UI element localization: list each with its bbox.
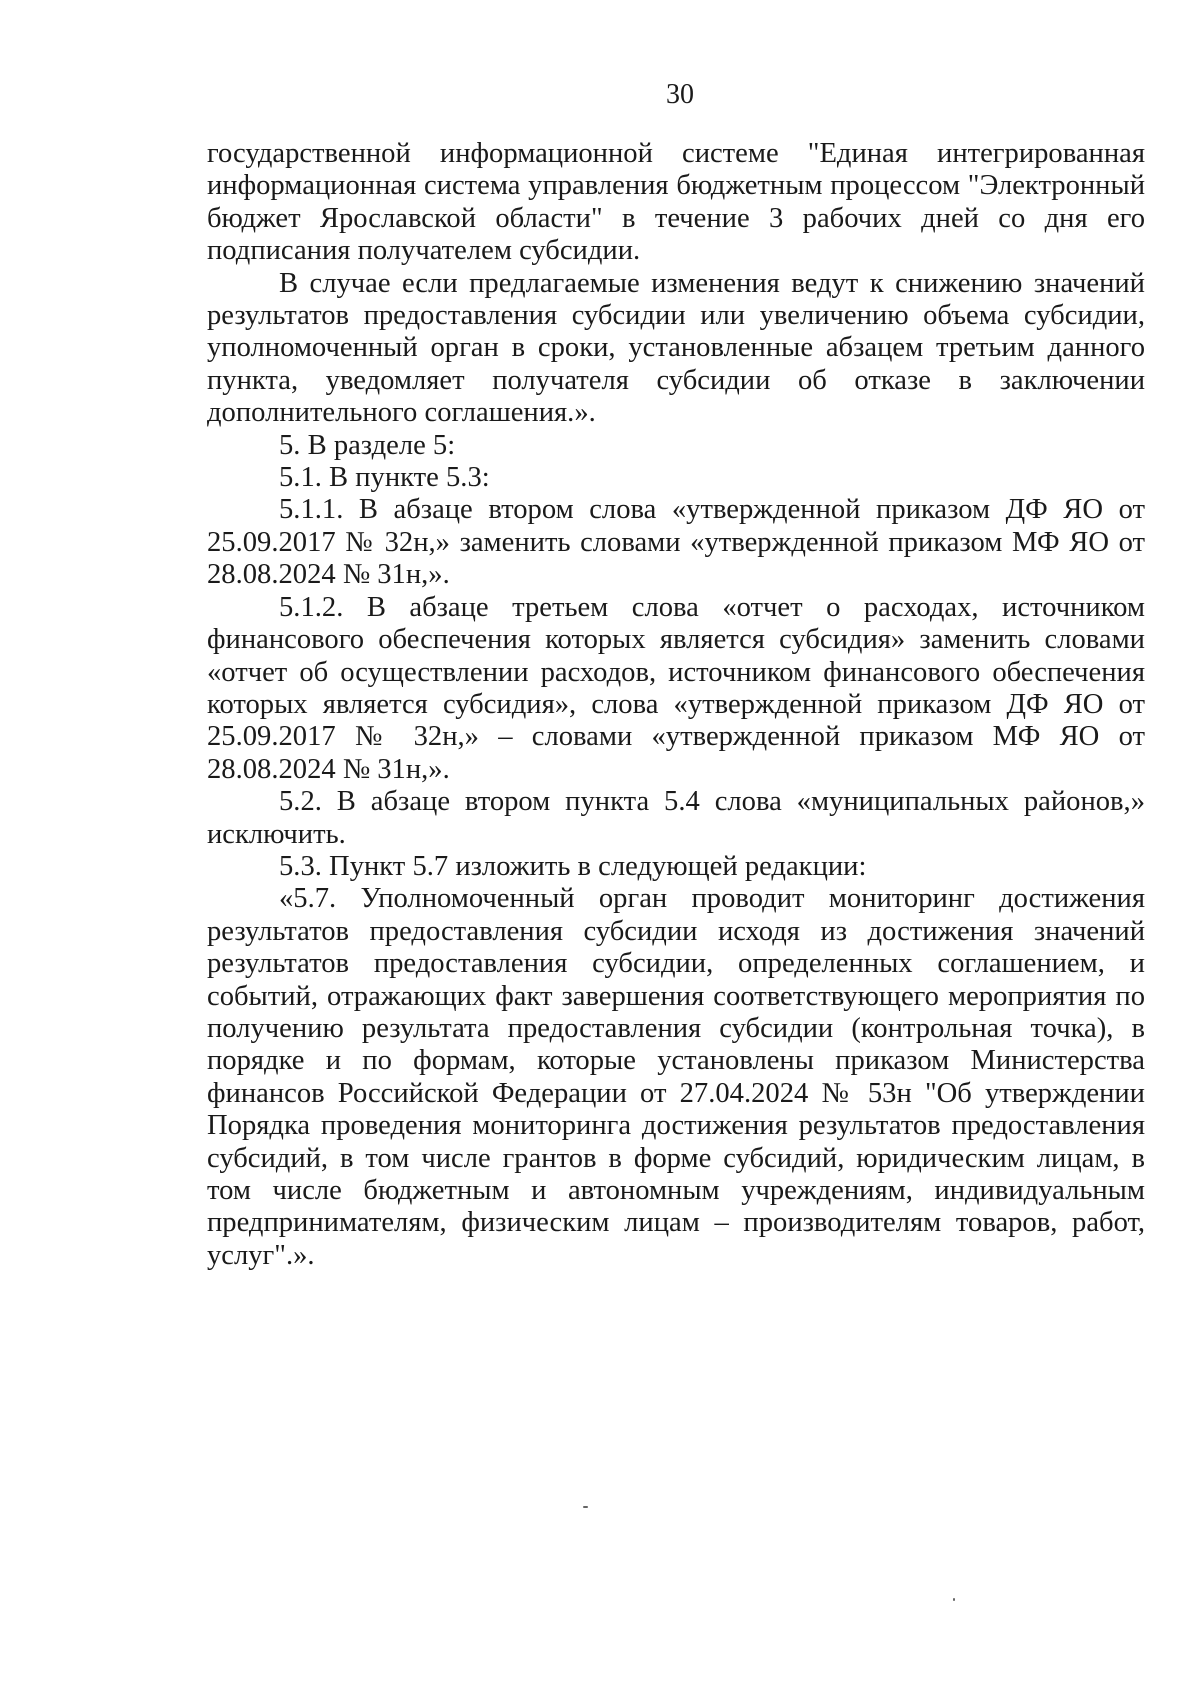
paragraph-item-5-1-2: 5.1.2. В абзаце третьем слова «отчет о расходах, источником финансового обеспечения которых является субсидия» заменить словами «отчет об осуществлении расходов, источником финансового обеспечения которых является субсидия», слова «утвержденной приказом ДФ ЯО от 25.09.2017 № 32н,» – словами «утвержденной приказом МФ ЯО от 28.08.2024 № 31н,». (207, 591, 1145, 785)
document-body (207, 138, 1145, 1272)
paragraph-item-5-7: «5.7. Уполномоченный орган проводит мониторинг достижения результатов предоставления субсидии исходя из достижения значений результатов предоставления субсидии, определенных соглашением, и событий, отражающих факт завершения соответствующего мероприятия по получению результата предоставления субсидии (контрольная точка), в порядке и по формам, которые установлены приказом Министерства финансов Российской Федерации от 27.04.2024 № 53н "Об утверждении Порядка проведения мониторинга достижения результатов предоставления субсидий, в том числе грантов в форме субсидий, юридическим лицам, в том числе бюджетным и автономным учреждениям, индивидуальным предпринимателям, физическим лицам – производителям товаров, работ, услуг".». (207, 883, 1145, 1271)
scan-speck (583, 1506, 588, 1508)
paragraph-item-5-1: 5.1. В пункте 5.3: (279, 462, 490, 494)
paragraph-item-5-1-1: 5.1.1. В абзаце втором слова «утвержденной приказом ДФ ЯО от 25.09.2017 № 32н,» заменить словами «утвержденной приказом МФ ЯО от 28.08.2024 № 31н,». (207, 494, 1145, 591)
paragraph-continuation: государственной информационной системе "Единая интегрированная информационная система управления бюджетным процессом "Электронный бюджет Ярославской области" в течение 3 рабочих дней со дня его подписания получателем субсидии. (207, 138, 1145, 267)
scan-speck (953, 1598, 955, 1601)
page-number: 30 (666, 79, 694, 110)
paragraph-section-5: 5. В разделе 5: (279, 429, 456, 461)
paragraph-refusal-notice: В случае если предлагаемые изменения ведут к снижению значений результатов предоставления субсидии или увеличению объема субсидии, уполномоченный орган в сроки, установленные абзацем третьим данного пункта, уведомляет получателя субсидии об отказе в заключении дополнительного соглашения.». (207, 267, 1145, 429)
paragraph-item-5-2: 5.2. В абзаце втором пункта 5.4 слова «муниципальных районов,» исключить. (207, 786, 1145, 850)
paragraph-item-5-3: 5.3. Пункт 5.7 изложить в следующей редакции: (279, 850, 867, 882)
